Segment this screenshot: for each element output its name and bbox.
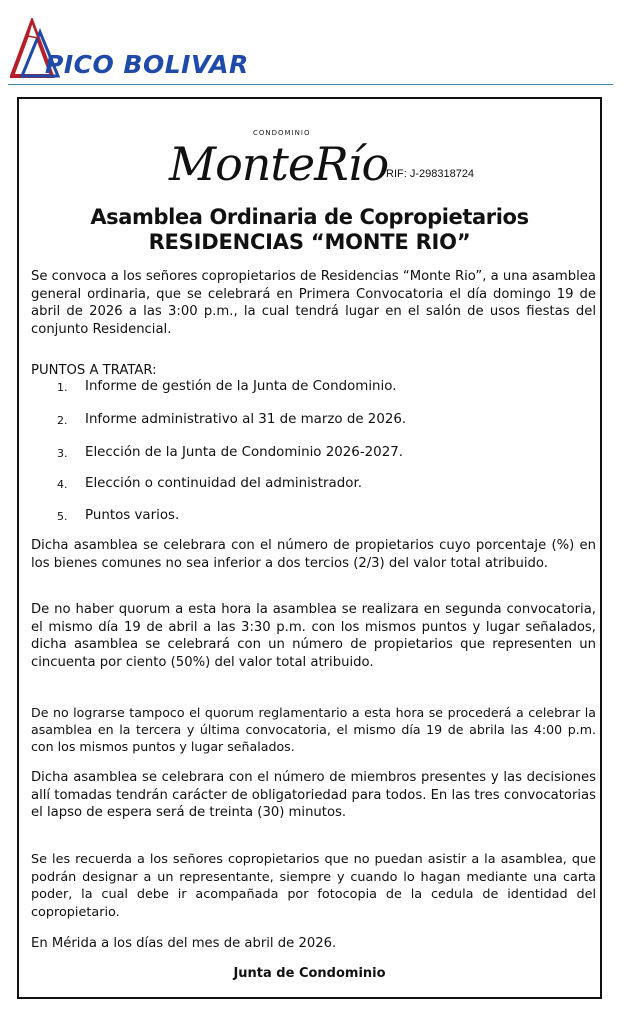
list-item-text: Puntos varios.: [85, 508, 180, 523]
list-item-text: Informe de gestión de la Junta de Condominio.: [85, 379, 397, 394]
condominio-name: MonteRío: [169, 137, 389, 191]
notice-frame: [17, 97, 602, 999]
rif-number: RIF: J-298318724: [386, 168, 475, 180]
list-item-text: Informe administrativo al 31 de marzo de 2026.: [85, 412, 407, 427]
list-item-number: 5.: [57, 510, 68, 523]
list-item-number: 1.: [57, 381, 68, 394]
list-item-text: Elección o continuidad del administrador.: [85, 476, 362, 491]
reminder-paragraph: Se les recuerda a los señores copropietarios que no puedan asistir a la asamblea, que podrán designar a un representante, siempre y cuando lo hagan mediante una carta poder, la cual debe ir acompañada por fotocopia de la cedula de identidad del copropietario.: [31, 852, 596, 920]
members-paragraph: Dicha asamblea se celebrara con el número de miembros presentes y las decisiones allí tomadas tendrán carácter de obligatoriedad para todos. En las tres convocatorias el lapso de espera será de treinta (30) minutos.: [31, 770, 596, 821]
agenda-heading: PUNTOS A TRATAR:: [31, 363, 157, 378]
list-item-number: 3.: [57, 447, 68, 460]
header-divider: [8, 84, 613, 85]
third-call-paragraph: De no lograrse tampoco el quorum reglamentario a esta hora se procederá a celebrar la asamblea en la tercera y última convocatoria, el mismo día 19 de abrila las 4:00 p.m. con los mismos puntos y lugar señalados.: [31, 705, 596, 754]
newspaper-brand: PICO BOLIVAR: [45, 50, 249, 79]
list-item-text: Elección de la Junta de Condominio 2026-2027.: [85, 445, 403, 460]
signature: Junta de Condominio: [233, 966, 386, 981]
list-item-number: 2.: [57, 414, 68, 427]
notice-subtitle: RESIDENCIAS “MONTE RIO”: [148, 230, 471, 254]
condominio-label: CONDOMINIO: [253, 129, 311, 137]
quorum-paragraph: Dicha asamblea se celebrara con el número de propietarios cuyo porcentaje (%) en los bienes comunes no sea inferior a dos tercios (2/3) del valor total atribuido.: [31, 538, 596, 571]
second-call-paragraph: De no haber quorum a esta hora la asamblea se realizara en segunda convocatoria, el mismo día 19 de abril a las 3:30 p.m. con los mismos puntos y lugar señalados, dicha asamblea se celebrará con un número de propietarios que representen un cincuenta por ciento (50%) del valor total atribuido.: [31, 602, 596, 670]
newspaper-masthead: [0, 0, 623, 84]
intro-paragraph: Se convoca a los señores copropietarios de Residencias “Monte Rio”, a una asamblea general ordinaria, que se celebrará en Primera Convocatoria el día domingo 19 de abril de 2026 a las 3:00 p.m., la cual tendrá lugar en el salón de usos fiestas del conjunto Residencial.: [31, 269, 596, 337]
list-item-number: 4.: [57, 478, 68, 491]
notice-title: Asamblea Ordinaria de Copropietarios: [90, 205, 529, 229]
place-date-paragraph: En Mérida a los días del mes de abril de 2026.: [31, 936, 337, 951]
